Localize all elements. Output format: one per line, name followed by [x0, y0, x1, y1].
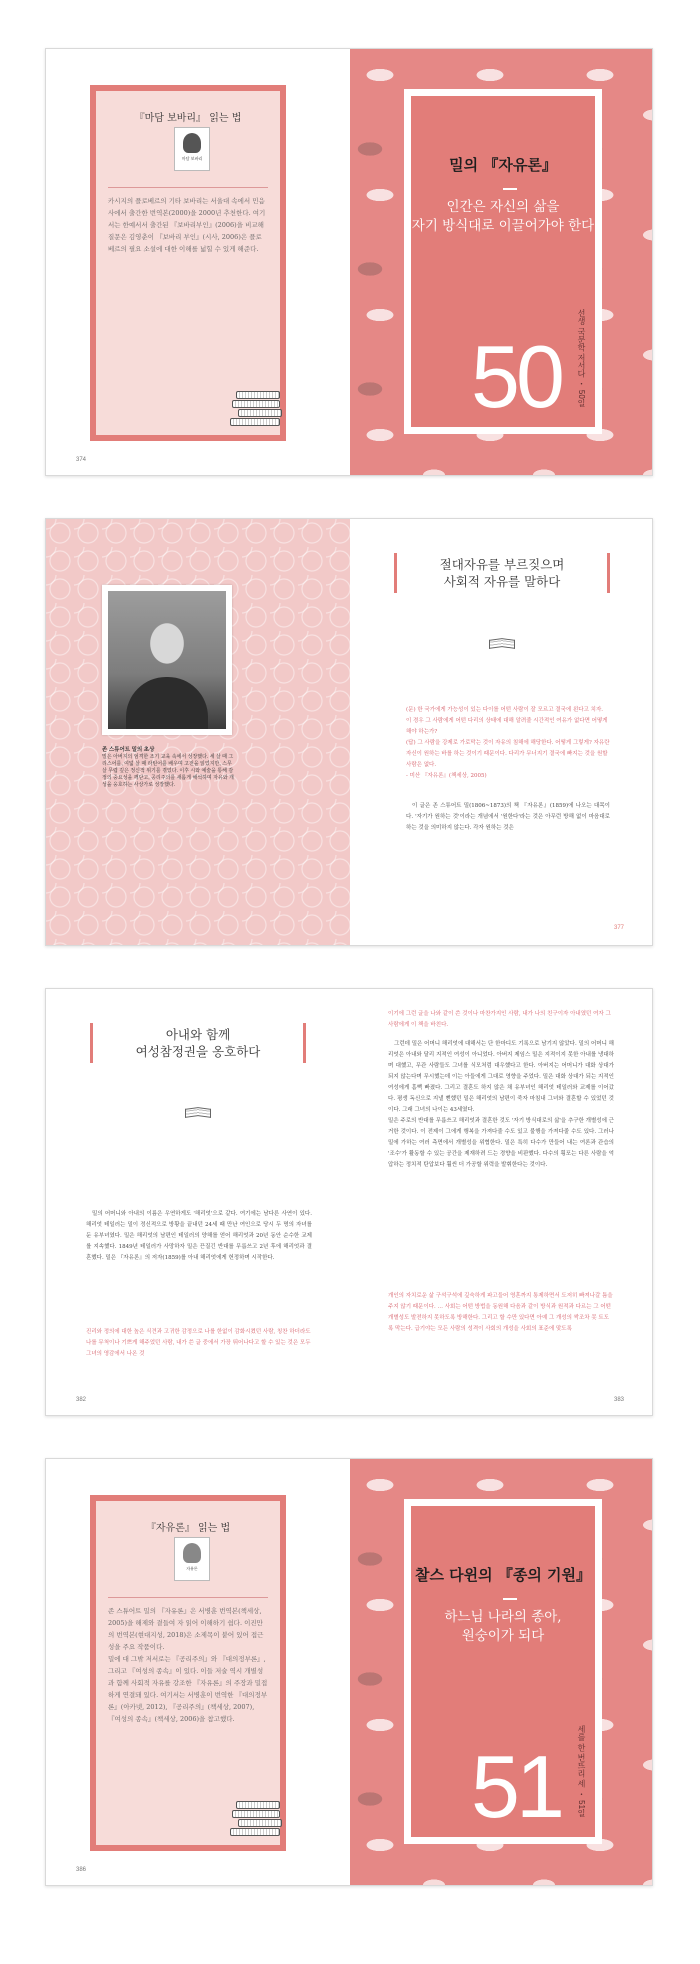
book-cover-image: [174, 1537, 210, 1581]
open-book-icon: [489, 637, 515, 649]
essay-title: 절대자유를 부르짖으며 사회적 자유를 말하다: [439, 557, 565, 589]
reading-guide-box: [90, 85, 286, 441]
book-stack-illustration: [230, 387, 286, 427]
page-number: 374: [76, 457, 87, 463]
chapter-vertical-label: 선생 국문학 저서다 ・ 50일: [577, 309, 586, 407]
right-page-chapter-cover: [350, 49, 653, 475]
chapter-subtitle: 하느님 나라의 종아, 원숭이가 되다: [444, 1609, 562, 1644]
chapter-frame: [404, 1499, 602, 1844]
reading-text: 카시지의 플로베르의 기타 보바리는 서울대 속에서 민음사에서 출간한 번역본(2000)을 2000년 추천한다. 여기서는 한예서서 출간된 『보바리부인』(2006)을 비교해 질문은 김영춘이 『보바리 부인』(시사, 2006)은 플로베르의 필요 소설에 대한 이해를 넓힐 수 있게 해준다.: [108, 197, 266, 253]
right-quote-bottom: 개인의 자치로운 삶 구석구석에 깊숙하게 파고들어 영혼까지 통제하면서 도저히 빠져나갈 틈을 주지 않기 때문이다. … 사회는 어떤 방법을 동원해 다음과 같이 방식과 원적과 다르는 그 어떤 개별성도 발전하지 못하도록 방해한다. 그리고 할 수만 있다면 아예 그 개성의 싹조차 못 트도록 막는다. 급기야는 모든 사람의 성격이 사회의 개성을 사회의 표준에 맞도록: [388, 1293, 613, 1332]
left-page-text: [46, 989, 350, 1415]
photo-caption-text: 밀은 아버지의 엄격한 조기 교육 속에서 성장했다. 세 살 때 그리스어를, 여덟 살 때 라틴어를 배우며 고전을 읽었지만, 스무 살 무렵 깊은 정신적 위기를 겪었다. 이후 시와 예술을 통해 감정의 중요성을 깨닫고, 공리주의를 새롭게 해석하며 자유와 개성을 옹호하는 사상가로 성장했다.: [102, 754, 234, 788]
spread-essay-suffrage: [45, 988, 653, 1416]
spread-essay-freedom: [45, 518, 653, 946]
page-number: 377: [613, 925, 624, 931]
spread-chapter-50: [45, 48, 653, 476]
right-page-chapter-cover: [350, 1459, 653, 1885]
page-number: 386: [76, 1867, 87, 1873]
page-number: 383: [613, 1397, 624, 1403]
chapter-frame: [404, 89, 602, 434]
portrait-image: [183, 133, 201, 153]
book-cover-title: 자유론: [186, 1566, 198, 1571]
left-page: [46, 49, 350, 475]
chapter-title: 밀의 『자유론』: [449, 156, 557, 174]
reading-guide-box: [90, 1495, 286, 1851]
john-stuart-mill-photo: [108, 591, 226, 729]
chapter-subtitle: 인간은 자신의 삶을 자기 방식대로 이끌어가야 한다: [411, 199, 595, 234]
reading-heading: 『자유론』 읽는 법: [145, 1523, 231, 1534]
title-dash: [503, 1598, 517, 1600]
title-dash: [503, 188, 517, 190]
chapter-number: 50: [471, 327, 561, 426]
chapter-vertical-label: 세를 한 번뜨리 세 ・ 51일: [577, 1724, 586, 1817]
right-page-text: [350, 519, 653, 945]
open-book-icon: [185, 1106, 211, 1118]
portrait-image: [183, 1543, 201, 1563]
essay-quote: (문) 한 국가에게 가능성이 있는 다이를 어떤 사람이 잘 모르고 결국에 왼다고 치자. 이 경우 그 사람에게 어떤 다리의 상태에 대해 알려줄 시간적인 여유가 없다면 어떻게 해야 하는가? (답) 그 사람을 강제로 가로막는 것이 자유의 침해에 해당한다. 어떻게 그렇게? 자유란 자신이 원하는 바를 하는 것이기 때문이다. 다리가 무너지기 결국에 빠지는 것을 원할 사람은 없다. - 미산 『자유론』(책세상, 2005): [406, 707, 610, 779]
book-stack-illustration: [230, 1797, 286, 1837]
essay-body: 이 글은 존 스튜어트 밀(1806~1873)의 책 『자유론』(1859)에 나오는 대목이다. '자기가 원하는 것'이라는 개념에서 '원한다'라는 것은 아무런 방해 없이 마음대로 하는 것을 의미하지 않는다. 각자 원하는 것은: [406, 803, 610, 831]
book-cover-image: [174, 127, 210, 171]
photo-caption-title: 존 스튜어트 밀의 초상: [102, 747, 155, 753]
spread-chapter-51: [45, 1458, 653, 1886]
right-body: 그런데 밀은 어머니 해리엇에 대해서는 단 한마디도 기록으로 남기지 않았다. 밀의 어머니 해리엇은 아내와 달리 지적인 여성이 아니었다. 아버지 제임스 밀은 지적이지 못한 아내를 냉대하며 대했고, 무관 사람들도 그녀를 식모처럼 대우했다고 한다. 아버지는 어머니가 대화 상대가 되지 않는다며 무시했는데 이는 아들에게 그대로 영향을 주었다. 밀은 대화 상대가 되는 지적인 여성에게 흠뻑 빠졌다. 그리고 결혼도 하지 않은 채 유부녀인 해리엇 테일러와 교제를 이어갔다. 평생 독신으로 지낼 뻔했던 밀은 해리엇의 남편이 죽자 마침내 그녀와 결혼할 수 있었던 것이다. 그래 그녀의 나이는 43세였다. 밀은 주로의 반대를 무릅쓰고 해리엇과 결혼한 것도 '자기 방식대로의 삶'을 추구한 개별성에 근거한 것이다. 이 전제이 그에게 행복을 가져다줄 수도 있고 불행을 가져다줄 수도 있다. 그러나 밀에 가하는 여러 측면에서 개별성을 위협한다. 밀은 특히 다수가 만들어 내는 여론과 관습의 '조수'가 활동할 수 있는 공간을 제재하려 드는 경향을 비판했다. 다수의 횡포는 다른 사람을 억압하는 정치적 탄압보다 훨씬 더 가공할 위력을 발휘한다는 것이다.: [388, 1041, 614, 1168]
chapter-number: 51: [471, 1737, 561, 1836]
right-quote-top: 이기에 그런 글을 나와 같이 쓴 것이나 마찬가지인 사람, 내가 나의 친구이자 아내였던 여자 그 사람에게 이 책을 바친다.: [388, 1011, 611, 1028]
chapter-title: 찰스 다윈의 『종의 기원』: [414, 1566, 592, 1584]
divider: [108, 1597, 268, 1598]
book-cover-title: 마담 보바리: [181, 156, 203, 161]
left-body: 밀의 어머니와 아내의 이름은 우연하게도 '해리엇'으로 같다. 여기에는 남다른 사연이 있다. 해리엇 테일러는 밀이 정신적으로 방황을 끝내던 24세 때 만난 여인으로 당시 두 명의 자녀를 둔 유부녀였다. 밀은 해리엇의 남편인 테일러의 양해를 얻어 해리엇과 20년 동안 순수한 교제를 지속했다. 1849년 테일러가 사망하자 밀은 끈질긴 반대를 무릅쓰고 2년 후에 해리엇과 결혼했다. 밀은 『자유론』의 저자(1859)를 아내 해리엇에게 헌정하며 시작한다.: [86, 1211, 312, 1261]
left-page: [46, 1459, 350, 1885]
photo-caption: [102, 747, 238, 789]
page-number: 382: [76, 1397, 87, 1403]
reading-heading: 『마담 보바리』 읽는 법: [134, 113, 242, 124]
portrait-frame: [102, 585, 232, 735]
left-quote: 진리와 정의에 대한 높은 식견과 고귀한 감정으로 나를 한없이 감화시켰던 사람, 칭찬 하더라도 나를 무척이나 기쁘게 해주었던 사람, 내가 쓴 글 중에서 가장 뛰어나다고 할 수 있는 것은 모두 그녀의 영감에서 나온 것: [86, 1329, 311, 1357]
divider: [108, 187, 268, 188]
essay-title: 아내와 함께 여성참정권을 옹호하다: [135, 1027, 261, 1059]
reading-text: 존 스튜어트 밀의 『자유론』은 서병훈 번역본(책세상, 2005)을 해제와 곁들여 자 읽어 이해하기 쉽다. 이진만의 번역본(현대지성, 2018)은 소제목이 붙어 있어 접근성을 주요 작품이다. 밀에 대 그밖 저서로는 『공리주의』와 『대의정부론』, 그리고 『여성의 종속』이 있다. 이들 저술 역시 개별성과 함께 사회적 자유를 강조한 『자유론』의 주장과 밀접하게 연결돼 있다. 여기서는 서병훈이 번역한 『대의정부론』(아카넷, 2012), 『공리주의』(책세상, 2007), 『여성의 종속』(책세상, 2006)을 참고했다.: [108, 1607, 268, 1723]
right-page-text: [350, 989, 653, 1415]
left-page-portrait: [46, 519, 350, 945]
